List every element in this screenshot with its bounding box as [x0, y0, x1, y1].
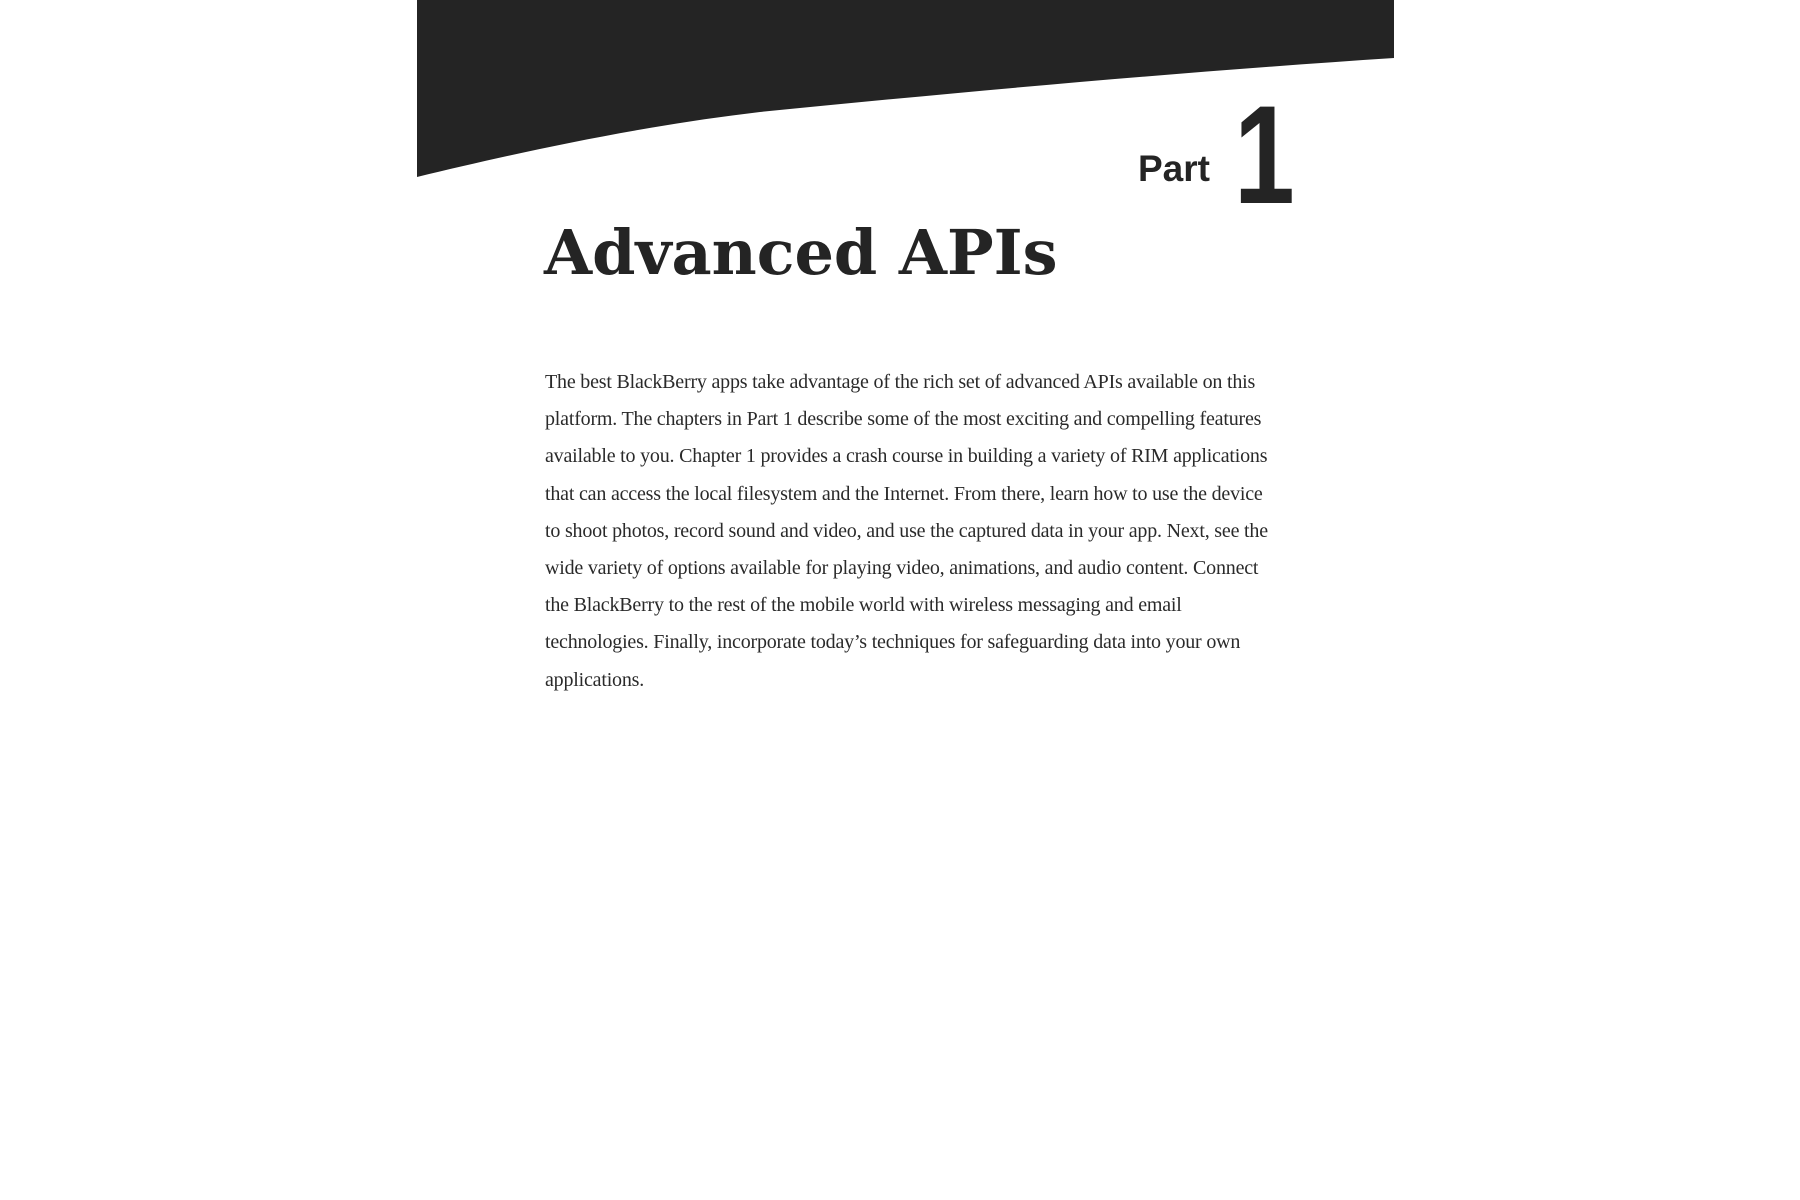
part-label: Part [1138, 148, 1210, 189]
page-title: Advanced APIs [544, 216, 1058, 289]
intro-paragraph: The best BlackBerry apps take advantage of the rich set of advanced APIs available on this platform. The chapters in Part 1 describe some of the most exciting and compelling features available to you. Chapter 1 provides a crash course in building a variety of RIM applications that can access the local filesystem and the Internet. From there, learn how to use the device to shoot photos, record sound and video, and use the captured data in your app. Next, see the wide variety of options available for playing video, animations, and audio content. Connect the BlackBerry to the rest of the mobile world with wireless messaging and email technologies. Finally, incorporate today’s techniques for safeguarding data into your own applications. [545, 371, 1268, 691]
header-swoosh-band [0, 0, 1800, 200]
part-number: 1 [1234, 76, 1295, 233]
